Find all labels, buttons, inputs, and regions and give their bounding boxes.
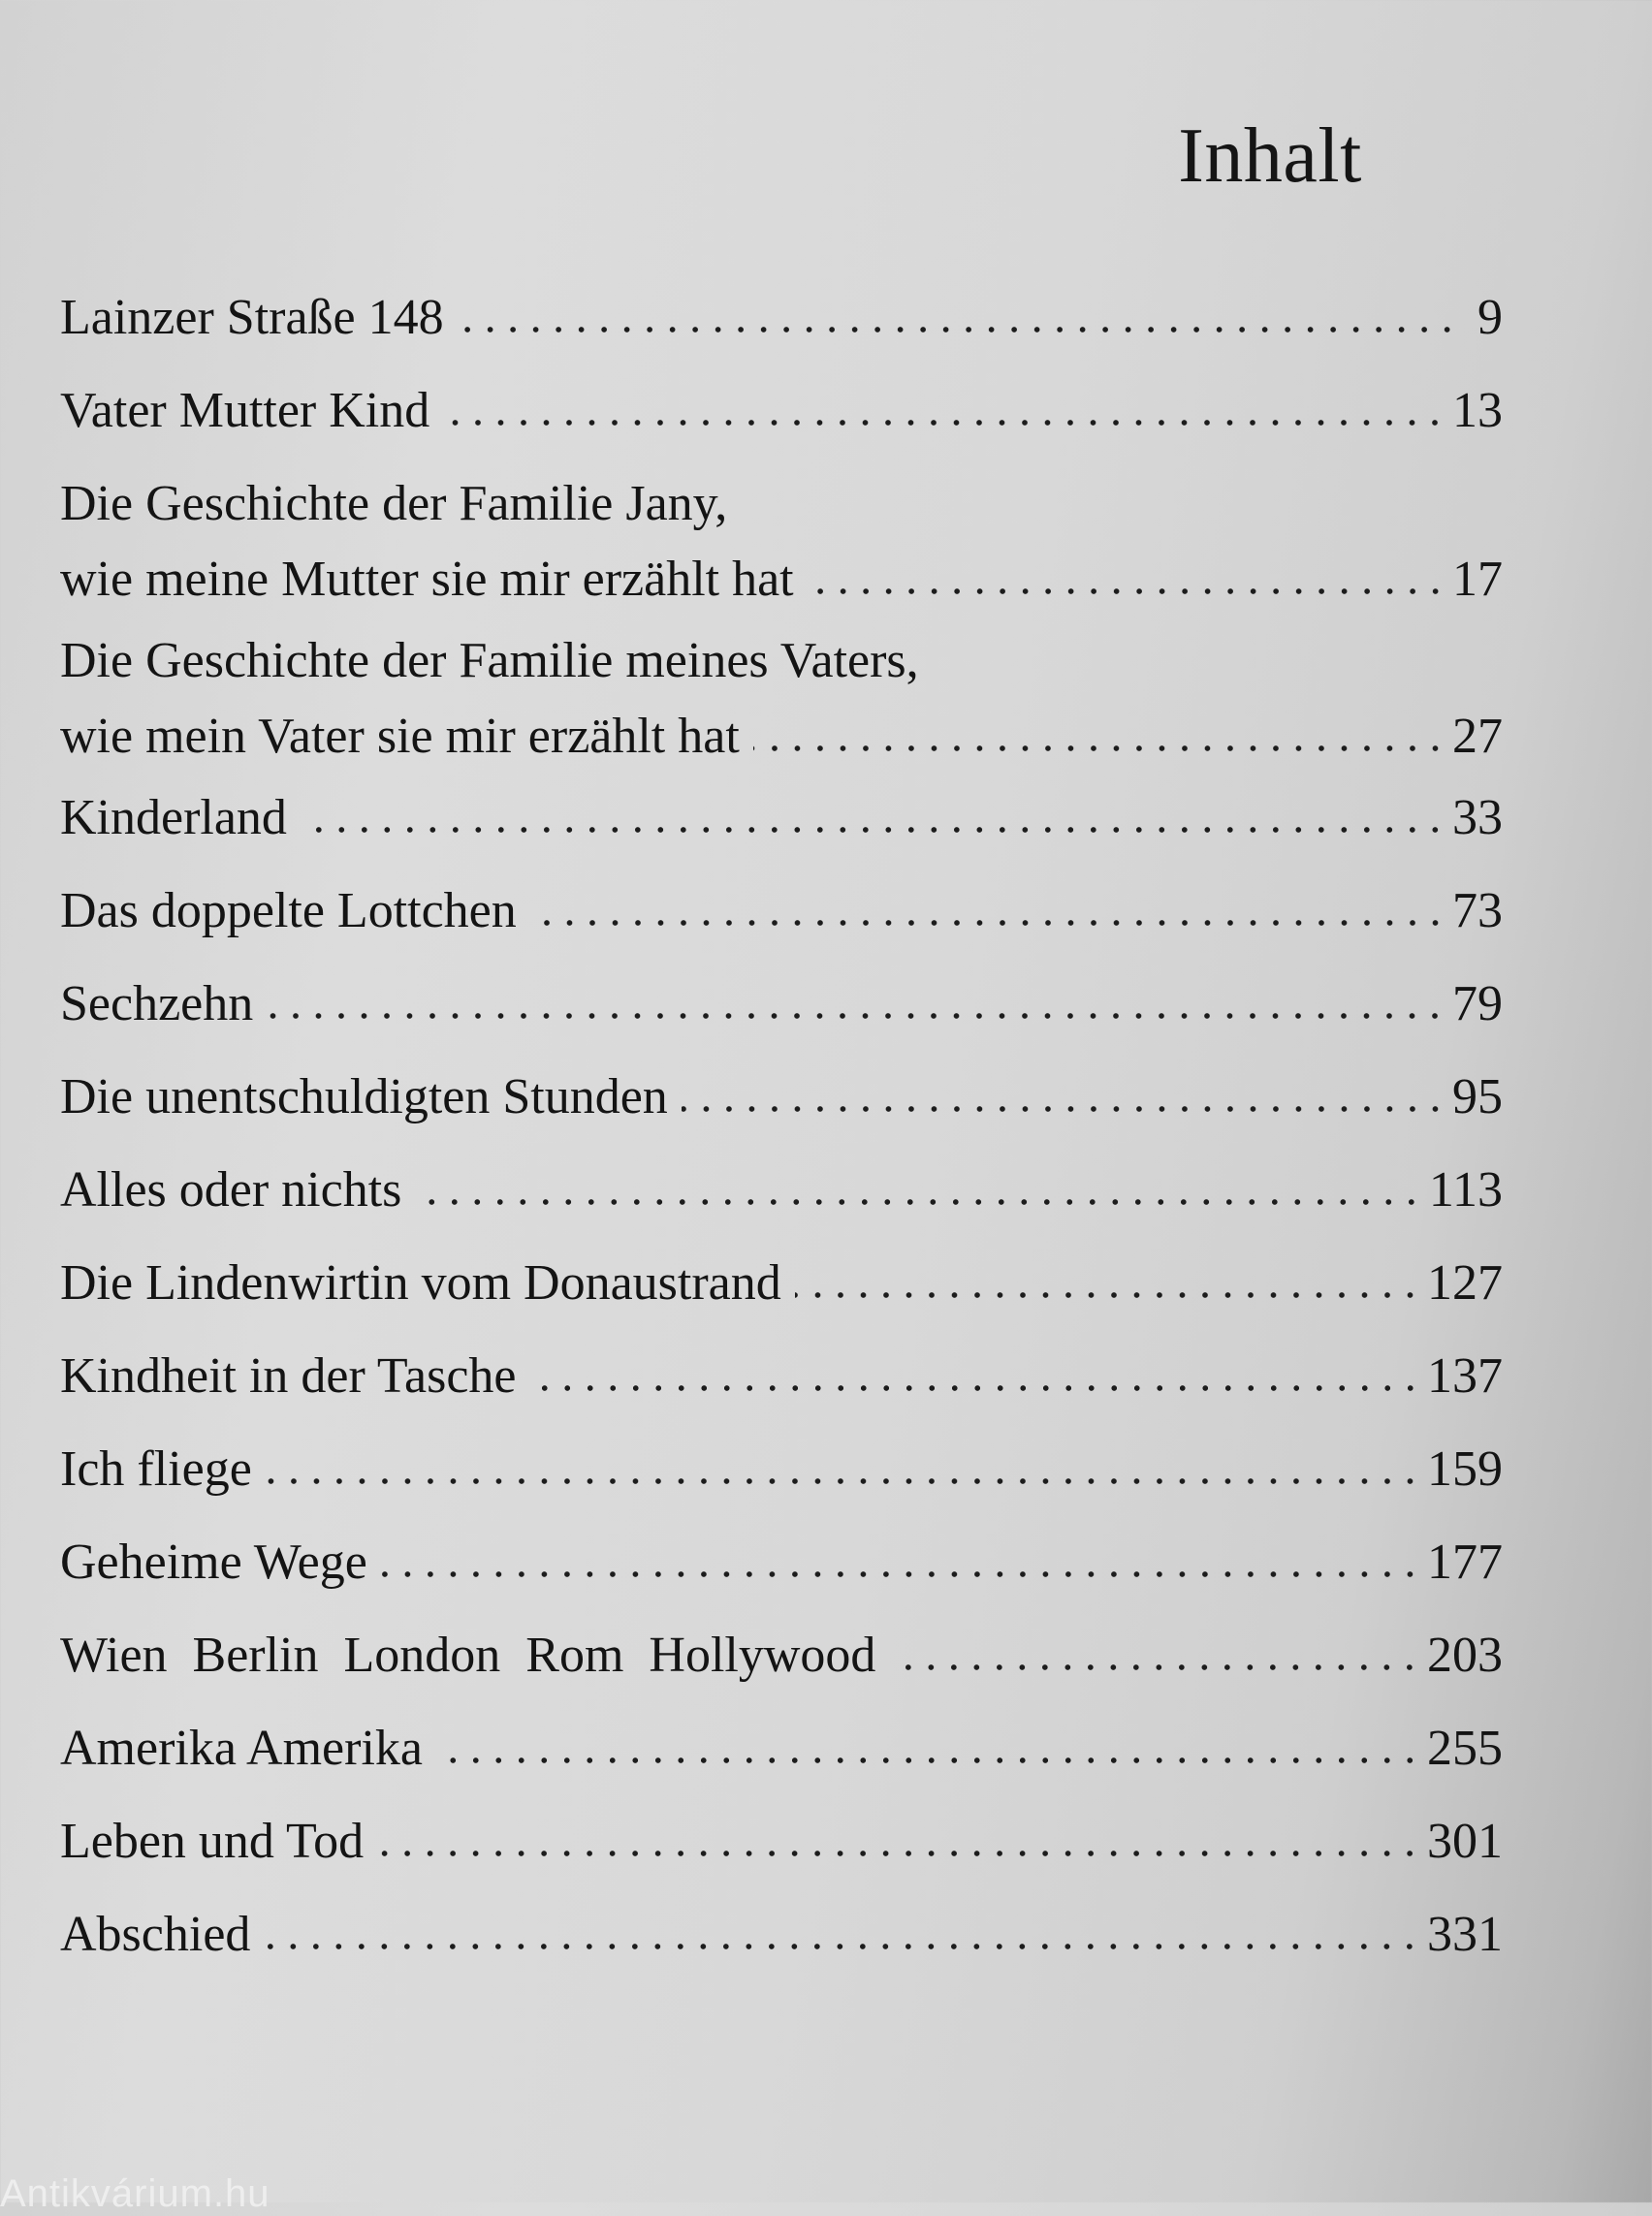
toc-page-number: 113 (1428, 1162, 1503, 1218)
dot-leader (682, 1105, 1446, 1113)
toc-entry-title: Abschied (60, 1907, 251, 1962)
dot-leader (266, 1477, 1421, 1485)
toc-page-number: 331 (1427, 1907, 1503, 1962)
toc-entry-title: Amerika Amerika (60, 1721, 423, 1776)
toc-entry (60, 1627, 1503, 1685)
toc-page-number: 177 (1427, 1535, 1503, 1590)
toc-entry-title: Leben und Tod (60, 1814, 365, 1869)
dot-leader (436, 1757, 1421, 1764)
toc-page-number: 203 (1427, 1628, 1503, 1683)
dot-leader (795, 1291, 1421, 1299)
toc-page-number: 255 (1427, 1721, 1503, 1776)
dot-leader (301, 826, 1446, 834)
page-title: Inhalt (1178, 112, 1362, 199)
toc-page-number: 13 (1452, 383, 1503, 438)
toc-page-number: 159 (1427, 1441, 1503, 1497)
dot-leader (377, 1850, 1421, 1857)
toc-entry-title: Geheime Wege (60, 1535, 367, 1590)
toc-entry-title-line1: Die Geschichte der Familie Jany, (60, 476, 728, 531)
dot-leader (381, 1570, 1421, 1578)
toc-entry (60, 632, 1503, 766)
toc-entry (60, 1254, 1503, 1313)
toc-entry-title: Die Lindenwirtin vom Donaustrand (60, 1255, 781, 1311)
dot-leader (808, 587, 1446, 595)
toc-page-number: 33 (1452, 790, 1503, 845)
toc-entry-title: Kinderland (60, 790, 287, 845)
watermark: Antikvárium.hu (0, 2172, 270, 2215)
dot-leader (458, 326, 1458, 333)
table-of-contents (60, 289, 1503, 1999)
toc-entry (60, 975, 1503, 1033)
dot-leader (415, 1198, 1423, 1206)
dot-leader (753, 744, 1446, 752)
toc-entry (60, 475, 1503, 609)
toc-entry (60, 1161, 1503, 1219)
dot-leader (889, 1663, 1421, 1671)
toc-entry-title: Vater Mutter Kind (60, 383, 430, 438)
toc-entry-title: Lainzer Straße 148 (60, 290, 444, 345)
toc-page-number: 17 (1452, 552, 1503, 607)
toc-page-number: 9 (1477, 290, 1503, 345)
toc-entry-title: Die unentschuldigten Stunden (60, 1069, 668, 1124)
toc-entry-title: Sechzehn (60, 976, 254, 1031)
toc-page-number: 27 (1452, 709, 1503, 764)
toc-page-number: 79 (1452, 976, 1503, 1031)
toc-page-number: 127 (1427, 1255, 1503, 1311)
toc-entry (60, 1813, 1503, 1871)
toc-entry-title-line1: Die Geschichte der Familie meines Vaters, (60, 633, 919, 688)
toc-entry (60, 1906, 1503, 1964)
toc-entry (60, 1534, 1503, 1592)
toc-entry-title-line2: wie meine Mutter sie mir erzählt hat (60, 552, 794, 607)
toc-entry (60, 882, 1503, 940)
toc-entry-title: Wien Berlin London Rom Hollywood (60, 1628, 876, 1683)
toc-entry (60, 382, 1503, 440)
dot-leader (264, 1943, 1421, 1950)
toc-entry-title: Ich fliege (60, 1441, 252, 1497)
toc-page-number: 73 (1452, 883, 1503, 938)
toc-page-number: 137 (1427, 1348, 1503, 1404)
toc-entry (60, 1347, 1503, 1406)
dot-leader (267, 1012, 1446, 1020)
toc-entry (60, 289, 1503, 347)
toc-entry-title-line2: wie mein Vater sie mir erzählt hat (60, 709, 740, 764)
dot-leader (530, 1384, 1422, 1392)
dot-leader (443, 419, 1446, 427)
toc-entry (60, 1440, 1503, 1499)
toc-entry-title: Kindheit in der Tasche (60, 1348, 517, 1404)
toc-entry-title: Das doppelte Lottchen (60, 883, 517, 938)
toc-entry (60, 1068, 1503, 1126)
toc-entry (60, 789, 1503, 847)
toc-entry (60, 1720, 1503, 1778)
toc-entry-title: Alles oder nichts (60, 1162, 402, 1218)
toc-page-number: 301 (1427, 1814, 1503, 1869)
toc-page-number: 95 (1452, 1069, 1503, 1124)
dot-leader (530, 919, 1446, 927)
